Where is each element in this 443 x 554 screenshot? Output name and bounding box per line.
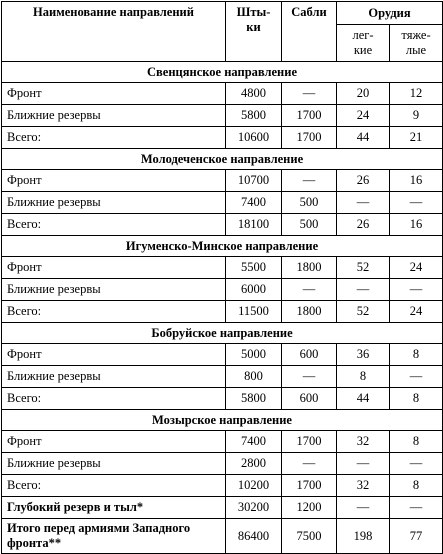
- table-row: [2, 301, 443, 323]
- table-row: [2, 83, 443, 105]
- table-row: [2, 497, 443, 519]
- cell-sabres: 1700: [282, 431, 337, 453]
- header-guns: Орудия: [337, 2, 443, 25]
- header-sabres: Сабли: [282, 2, 337, 62]
- table-row: [2, 170, 443, 192]
- header-guns-light: [337, 25, 390, 62]
- cell-guns-heavy: 8: [390, 388, 443, 410]
- header-bayonets-text: Шты- ки: [236, 5, 271, 34]
- cell-bayonets: 5800: [226, 388, 282, 410]
- cell-bayonets: 6000: [226, 279, 282, 301]
- cell-guns-light: 44: [337, 127, 390, 149]
- cell-bayonets: 7400: [226, 192, 282, 214]
- cell-guns-light: 52: [337, 257, 390, 279]
- cell-sabres: —: [282, 279, 337, 301]
- cell-sabres: 500: [282, 214, 337, 236]
- cell-sabres: 1200: [282, 497, 337, 519]
- cell-guns-light: 32: [337, 475, 390, 497]
- cell-bayonets: 18100: [226, 214, 282, 236]
- cell-guns-heavy: 12: [390, 83, 443, 105]
- cell-guns-heavy: 16: [390, 170, 443, 192]
- table-row: [2, 105, 443, 127]
- cell-sabres: —: [282, 453, 337, 475]
- cell-guns-heavy: —: [390, 279, 443, 301]
- row-label: Ближние резервы: [2, 453, 226, 475]
- table-row: [2, 279, 443, 301]
- row-label: Фронт: [2, 431, 226, 453]
- table-row: [2, 344, 443, 366]
- cell-bayonets: 10700: [226, 170, 282, 192]
- row-label: Ближние резервы: [2, 105, 226, 127]
- cell-guns-heavy: —: [390, 497, 443, 519]
- cell-guns-light: 26: [337, 214, 390, 236]
- cell-guns-heavy: 8: [390, 344, 443, 366]
- header-direction-name: Наименование направлений: [2, 2, 226, 62]
- section-header-row: [2, 323, 443, 344]
- cell-bayonets: 10200: [226, 475, 282, 497]
- cell-bayonets: 10600: [226, 127, 282, 149]
- table-row: [2, 519, 443, 554]
- cell-guns-light: —: [337, 279, 390, 301]
- table-row: [2, 214, 443, 236]
- cell-sabres: 500: [282, 192, 337, 214]
- cell-guns-heavy: —: [390, 453, 443, 475]
- section-header-row: [2, 236, 443, 257]
- row-label: Фронт: [2, 344, 226, 366]
- section-header-row: [2, 149, 443, 170]
- cell-sabres: 1700: [282, 127, 337, 149]
- cell-guns-heavy: 24: [390, 301, 443, 323]
- header-guns-heavy-text: тяже- лые: [401, 28, 431, 57]
- row-label: Всего:: [2, 301, 226, 323]
- row-label: Всего:: [2, 475, 226, 497]
- row-label: Всего:: [2, 388, 226, 410]
- cell-guns-heavy: 24: [390, 257, 443, 279]
- section-title: Игуменско-Минское направление: [2, 236, 443, 257]
- table-row: [2, 453, 443, 475]
- cell-guns-heavy: 16: [390, 214, 443, 236]
- cell-guns-light: 26: [337, 170, 390, 192]
- table-row: [2, 366, 443, 388]
- cell-sabres: 600: [282, 344, 337, 366]
- table-row: [2, 388, 443, 410]
- cell-bayonets: 5500: [226, 257, 282, 279]
- cell-guns-light: —: [337, 192, 390, 214]
- cell-guns-light: 44: [337, 388, 390, 410]
- cell-guns-light: 36: [337, 344, 390, 366]
- row-label: Ближние резервы: [2, 192, 226, 214]
- row-label: Ближние резервы: [2, 279, 226, 301]
- section-header-row: [2, 62, 443, 83]
- cell-bayonets: 5800: [226, 105, 282, 127]
- cell-bayonets: 30200: [226, 497, 282, 519]
- section-title: Мозырское направление: [2, 410, 443, 431]
- header-guns-light-text: лег- кие: [352, 28, 374, 57]
- row-label: Итого перед армиями Западного фронта**: [2, 519, 226, 554]
- table-row: [2, 192, 443, 214]
- cell-sabres: —: [282, 170, 337, 192]
- cell-guns-heavy: —: [390, 366, 443, 388]
- section-title: Бобруйское направление: [2, 323, 443, 344]
- forces-table: [1, 1, 443, 554]
- cell-guns-light: 20: [337, 83, 390, 105]
- header-bayonets: [226, 2, 282, 62]
- cell-sabres: 1700: [282, 475, 337, 497]
- cell-guns-light: —: [337, 453, 390, 475]
- table-row: [2, 257, 443, 279]
- cell-sabres: 1800: [282, 257, 337, 279]
- cell-bayonets: 86400: [226, 519, 282, 554]
- header-guns-heavy: [390, 25, 443, 62]
- table-body: [2, 62, 443, 554]
- row-label: Фронт: [2, 170, 226, 192]
- cell-sabres: —: [282, 83, 337, 105]
- cell-guns-light: 32: [337, 431, 390, 453]
- cell-guns-light: 52: [337, 301, 390, 323]
- cell-guns-heavy: 21: [390, 127, 443, 149]
- cell-bayonets: 11500: [226, 301, 282, 323]
- cell-sabres: 7500: [282, 519, 337, 554]
- row-label: Всего:: [2, 127, 226, 149]
- cell-sabres: —: [282, 366, 337, 388]
- section-title: Молодеченское направление: [2, 149, 443, 170]
- cell-guns-heavy: 8: [390, 475, 443, 497]
- cell-bayonets: 7400: [226, 431, 282, 453]
- cell-bayonets: 800: [226, 366, 282, 388]
- row-label: Фронт: [2, 257, 226, 279]
- cell-guns-heavy: 8: [390, 431, 443, 453]
- cell-guns-light: 24: [337, 105, 390, 127]
- cell-bayonets: 2800: [226, 453, 282, 475]
- row-label: Ближние резервы: [2, 366, 226, 388]
- cell-guns-light: —: [337, 497, 390, 519]
- cell-guns-light: 8: [337, 366, 390, 388]
- row-label: Глубокий резерв и тыл*: [2, 497, 226, 519]
- section-title: Свенцянское направление: [2, 62, 443, 83]
- row-label: Всего:: [2, 214, 226, 236]
- cell-guns-heavy: —: [390, 192, 443, 214]
- table-row: [2, 127, 443, 149]
- cell-sabres: 600: [282, 388, 337, 410]
- row-label: Фронт: [2, 83, 226, 105]
- cell-sabres: 1700: [282, 105, 337, 127]
- section-header-row: [2, 410, 443, 431]
- cell-bayonets: 4800: [226, 83, 282, 105]
- cell-bayonets: 5000: [226, 344, 282, 366]
- table-row: [2, 431, 443, 453]
- cell-sabres: 1800: [282, 301, 337, 323]
- cell-guns-light: 198: [337, 519, 390, 554]
- cell-guns-heavy: 9: [390, 105, 443, 127]
- table-row: [2, 475, 443, 497]
- cell-guns-heavy: 77: [390, 519, 443, 554]
